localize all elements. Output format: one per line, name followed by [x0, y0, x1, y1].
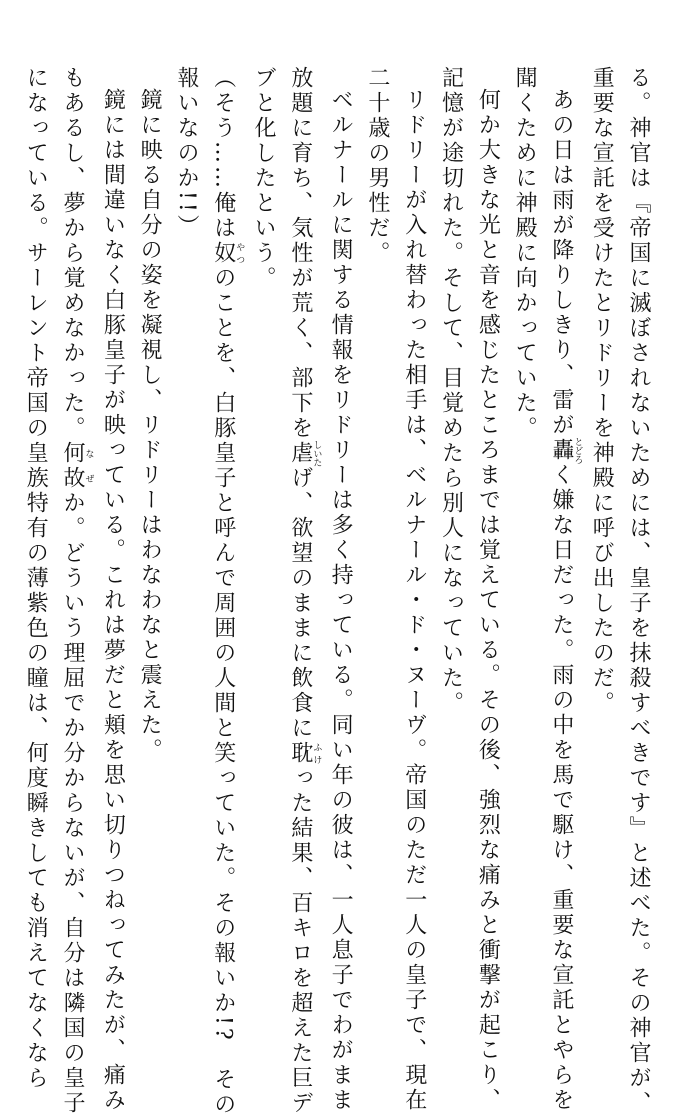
ruby-shiitage: 虐しいた — [287, 440, 322, 467]
text-line-15: 鏡には間違いなく白豚皇子が映っている。これは夢だと頬を思い切りつねってみたが、痛み — [100, 88, 126, 1113]
text-line-8: 二十歳の男性だ。 — [364, 66, 390, 266]
vertical-text-block — [23, 66, 656, 1118]
text-line-7: リドリーが入れ替わった相手は、ベルナール・ド・ヌーヴ。帝国のただ一人の皇子で、現在 — [401, 88, 427, 1113]
text-line-17: になっている。サーレント帝国の皇族特有の薄紫色の瞳は、何度瞬きしても消えてなくなら — [23, 66, 49, 1091]
text-line-2: 重要な宣託を受けたとリドリーを神殿に呼び出したのだ。 — [589, 66, 615, 716]
text-line-1: る。神官は『帝国に滅ぼされないためには、皇子を抹殺すべきです』と述べた。その神官が、 — [626, 66, 651, 1116]
text-line-5: 何か大きな光と音を感じたところまでは覚えている。その後、強烈な痛みと衝撃が起こり、 — [475, 88, 501, 1113]
ruby-yatsu: 奴やつ — [210, 241, 245, 266]
text-line-4: 聞くために神殿に向かっていた。 — [512, 66, 538, 441]
text-line-3: あの日は雨が降りしきり、雷が轟とどろく嫌な日だった。雨の中を馬で駆け、重要な宣託とやらを — [548, 88, 583, 1113]
text-line-10: 放題に育ち、気性が荒く、部下を虐しいたげ、欲望のままに飲食に耽ふけった結果、百キロを超えた巨デ — [287, 66, 322, 1116]
text-line-12: （そう……俺は奴やつのことを、白豚皇子と呼んで周囲の人間と笑っていた。その報いか!? その — [210, 66, 245, 1118]
ruby-fuke: 耽ふけ — [287, 741, 322, 766]
ruby-naze: 何故なぜ — [60, 441, 94, 491]
text-line-14: 鏡に映る自分の姿を凝視し、リドリーはわなわなと震えた。 — [137, 88, 163, 763]
text-line-6: 記憶が途切れた。そして、目覚めたら別人になっていた。 — [438, 66, 464, 716]
text-line-13: 報いなのか!!） — [173, 66, 199, 240]
ruby-todoroku: 轟とどろ — [548, 437, 583, 464]
text-line-9: ベルナールに関する情報をリドリーは多く持っている。同い年の彼は、一人息子でわがまま — [328, 88, 354, 1113]
text-line-16: もあるし、夢から覚めなかった。何故なぜか。どういう理屈でか分からないが、自分は隣国の皇子 — [60, 66, 94, 1116]
text-line-11: ブと化したという。 — [251, 66, 277, 291]
